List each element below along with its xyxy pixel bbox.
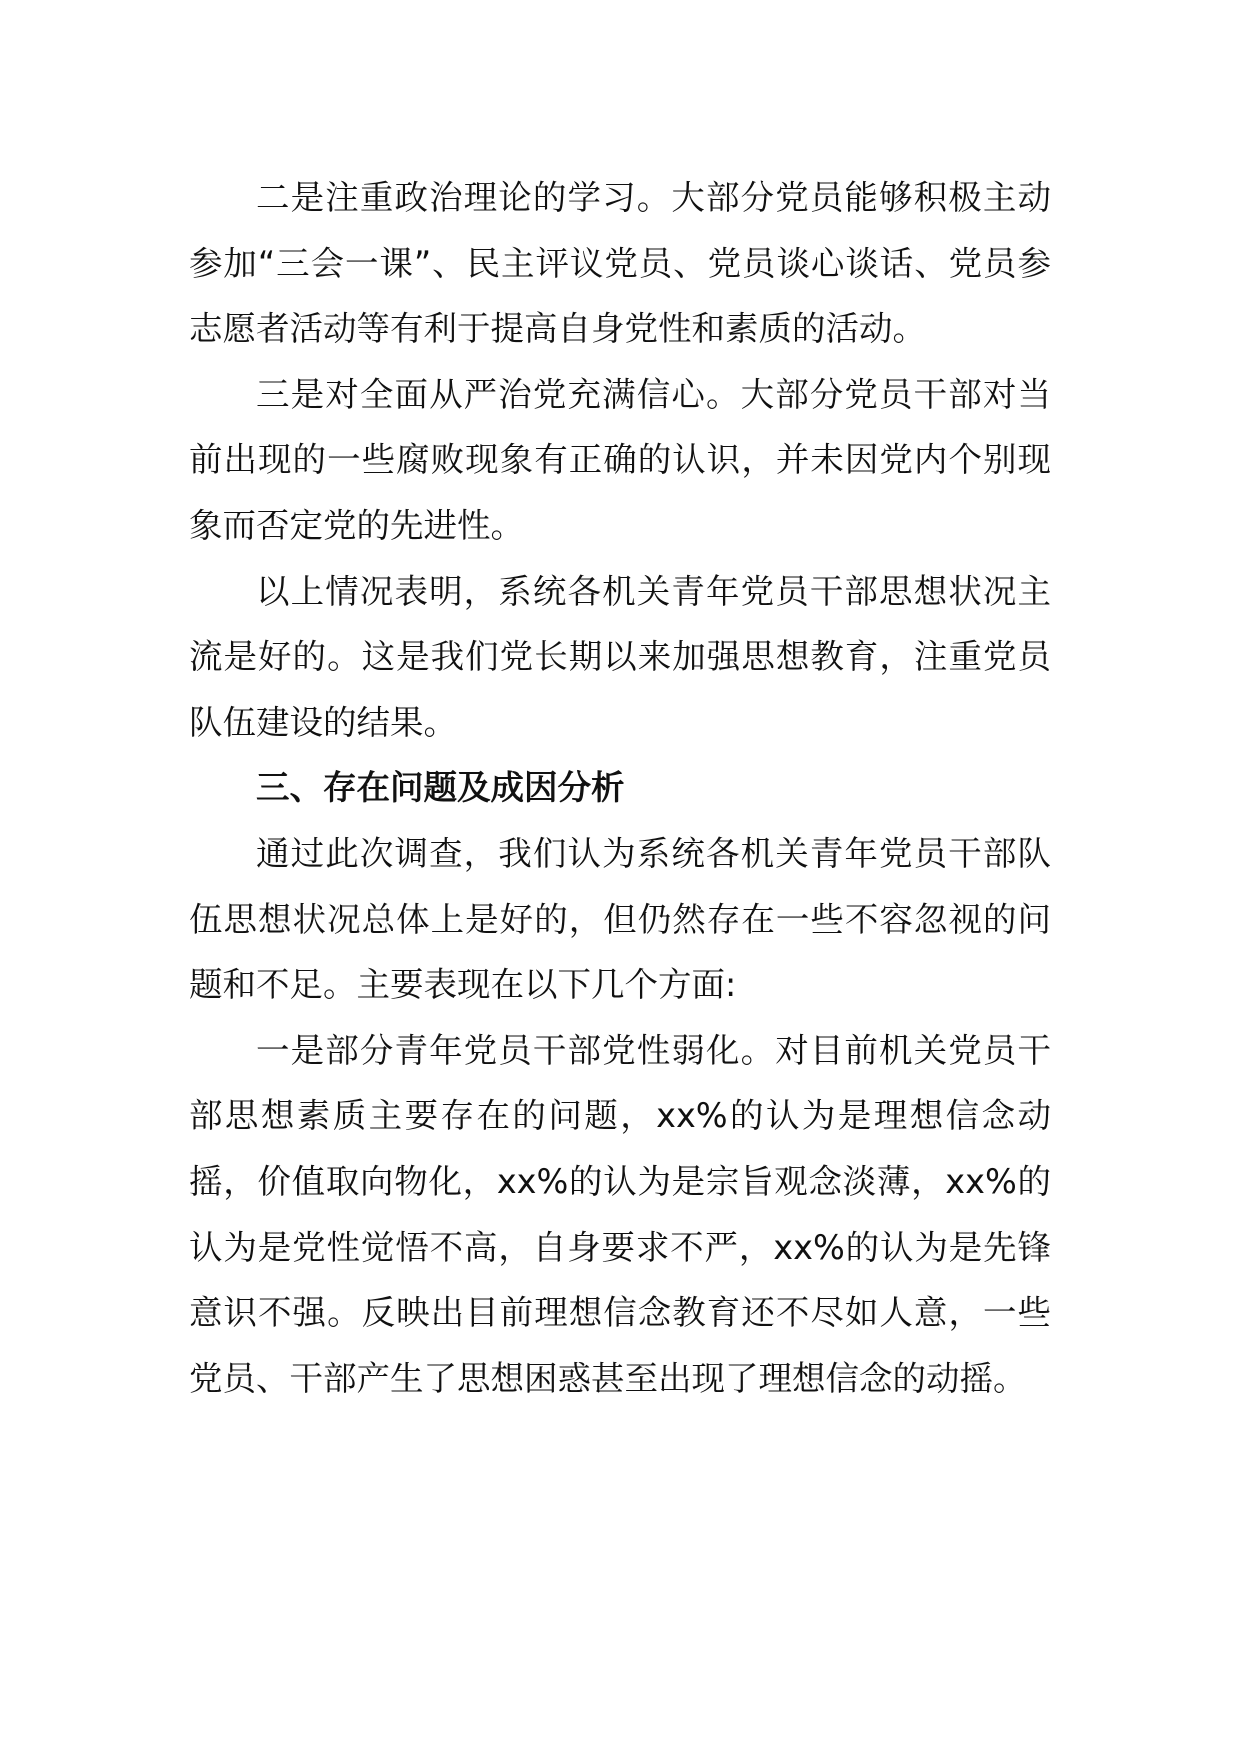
- paragraph-political-theory: 二是注重政治理论的学习。大部分党员能够积极主动参加“三会一课”、民主评议党员、党员谈心谈话、党员参志愿者活动等有利于提高自身党性和素质的活动。: [189, 178, 1051, 349]
- paragraph-survey-overview: 通过此次调查，我们认为系统各机关青年党员干部队伍思想状况总体上是好的，但仍然存在一些不容忽视的问题和不足。主要表现在以下几个方面:: [189, 833, 1051, 1005]
- paragraph-summary: 以上情况表明，系统各机关青年党员干部思想状况主流是好的。这是我们党长期以来加强思想教育，注重党员队伍建设的结果。: [189, 571, 1051, 742]
- section-heading: 三、存在问题及成因分析: [256, 768, 625, 808]
- document-page: [189, 165, 1051, 1411]
- paragraph-party-spirit-weakening: 一是部分青年党员干部党性弱化。对目前机关党员干部思想素质主要存在的问题，xx%的认为是理想信念动摇，价值取向物化，xx%的认为是宗旨观念淡薄，xx%的认为是党性觉悟不高，自身要求不严，xx%的认为是先锋意识不强。反映出目前理想信念教育还不尽如人意，一些党员、干部产生了思想困惑甚至出现了理想信念的动摇。: [189, 1030, 1051, 1398]
- paragraph-strict-governance: 三是对全面从严治党充满信心。大部分党员干部对当前出现的一些腐败现象有正确的认识，并未因党内个别现象而否定党的先进性。: [189, 374, 1051, 545]
